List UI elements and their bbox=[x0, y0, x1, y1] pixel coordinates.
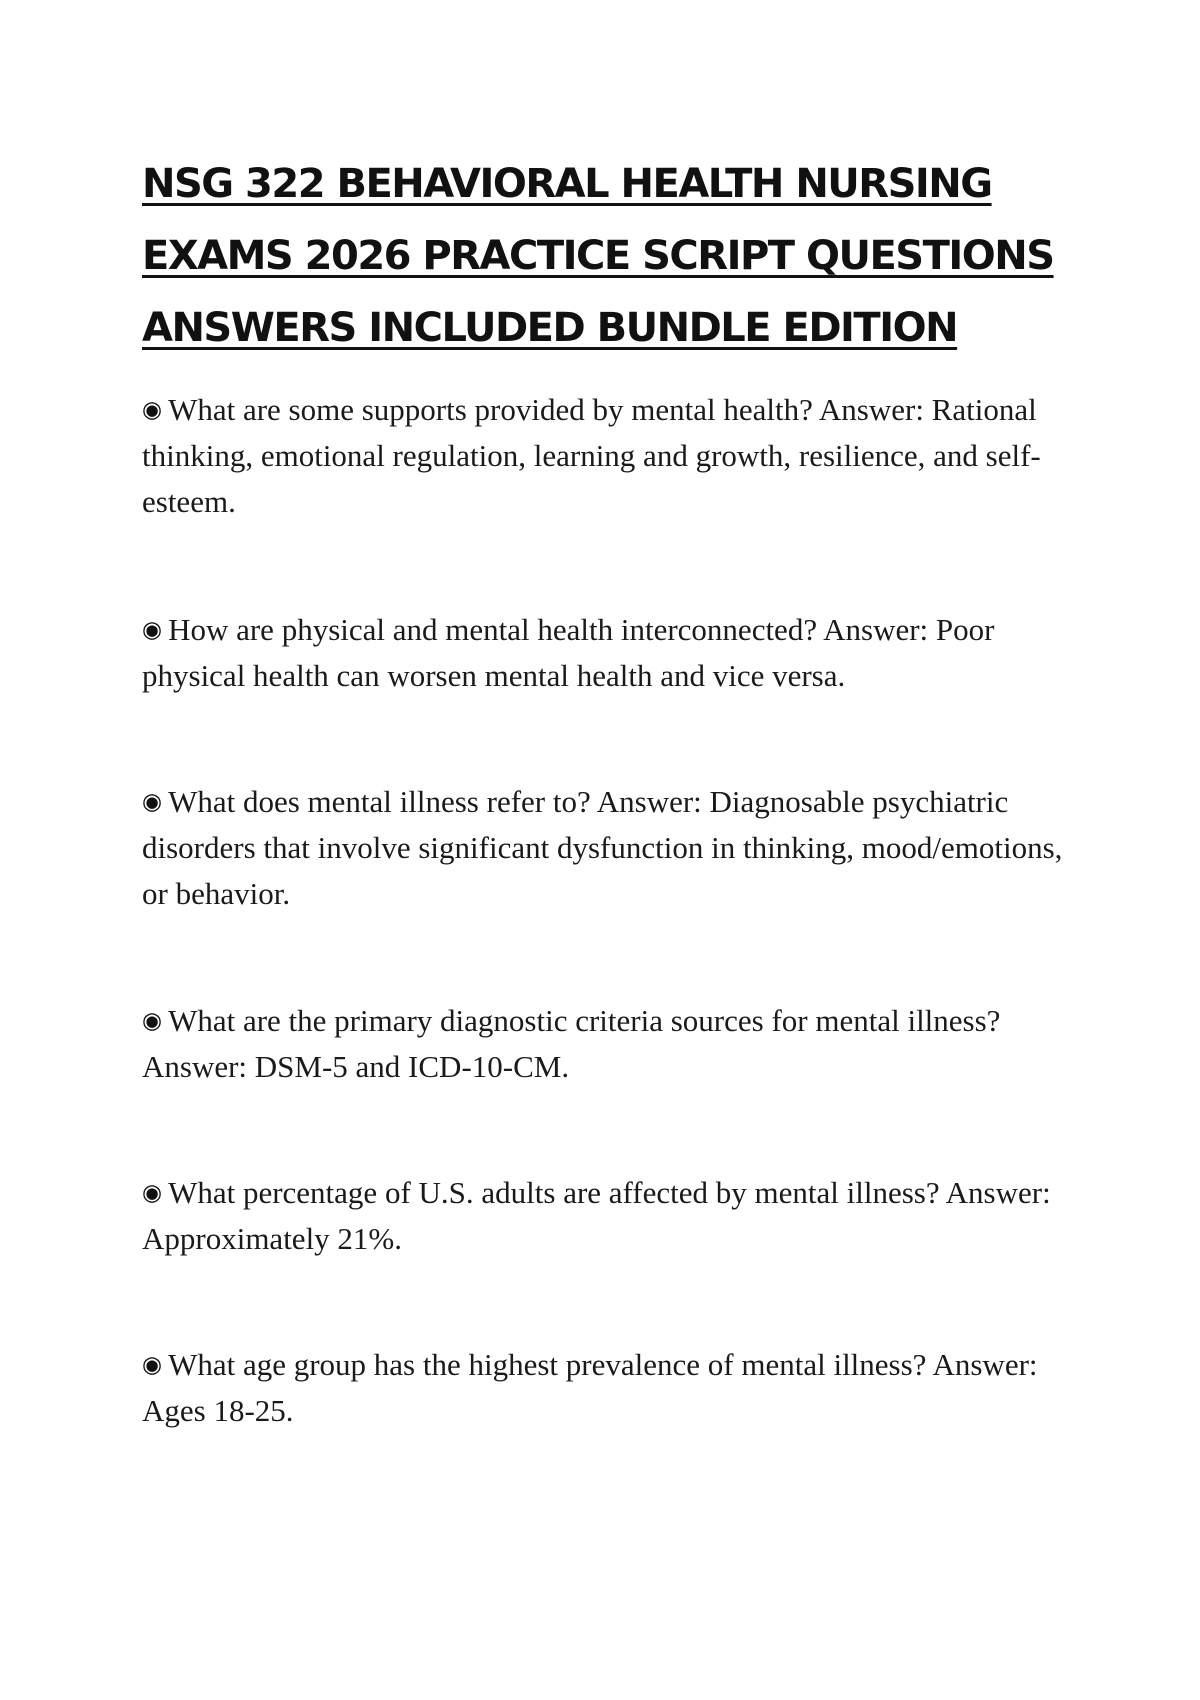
qa-item-text: What age group has the highest prevalence of mental illness? Answer: Ages 18-25. bbox=[142, 1347, 1038, 1428]
fisheye-bullet-icon: ◉ bbox=[142, 1008, 163, 1034]
qa-item-text: How are physical and mental health interconnected? Answer: Poor physical health can worsen mental health and vice versa. bbox=[142, 612, 995, 693]
title-line-2 bbox=[142, 220, 1082, 292]
fisheye-bullet-icon: ◉ bbox=[142, 789, 163, 815]
qa-item bbox=[142, 607, 1072, 699]
qa-item-text: What are some supports provided by mental health? Answer: Rational thinking, emotional regulation, learning and growth, resilience, and self-esteem. bbox=[142, 392, 1041, 519]
fisheye-bullet-icon: ◉ bbox=[142, 1352, 163, 1378]
qa-item-text: What does mental illness refer to? Answer: Diagnosable psychiatric disorders that involve significant dysfunction in thinking, mood/emotions, or behavior. bbox=[142, 784, 1063, 911]
qa-item-text: What are the primary diagnostic criteria sources for mental illness? Answer: DSM-5 and ICD-10-CM. bbox=[142, 1003, 1001, 1084]
qa-item bbox=[142, 1170, 1072, 1262]
fisheye-bullet-icon: ◉ bbox=[142, 1180, 163, 1206]
title-line-1-text: NSG 322 BEHAVIORAL HEALTH NURSING bbox=[142, 161, 992, 207]
qa-item-text: What percentage of U.S. adults are affected by mental illness? Answer: Approximately 21%. bbox=[142, 1175, 1051, 1256]
qa-item bbox=[142, 998, 1072, 1090]
fisheye-bullet-icon: ◉ bbox=[142, 397, 163, 423]
qa-item bbox=[142, 1342, 1072, 1434]
title-line-3 bbox=[142, 292, 1082, 364]
qa-item bbox=[142, 779, 1072, 917]
title-line-2-text: EXAMS 2026 PRACTICE SCRIPT QUESTIONS bbox=[142, 233, 1054, 279]
qa-item bbox=[142, 387, 1072, 525]
fisheye-bullet-icon: ◉ bbox=[142, 617, 163, 643]
title-line-3-text: ANSWERS INCLUDED BUNDLE EDITION bbox=[142, 305, 958, 351]
document-title bbox=[142, 148, 1082, 364]
title-line-1 bbox=[142, 148, 1082, 220]
